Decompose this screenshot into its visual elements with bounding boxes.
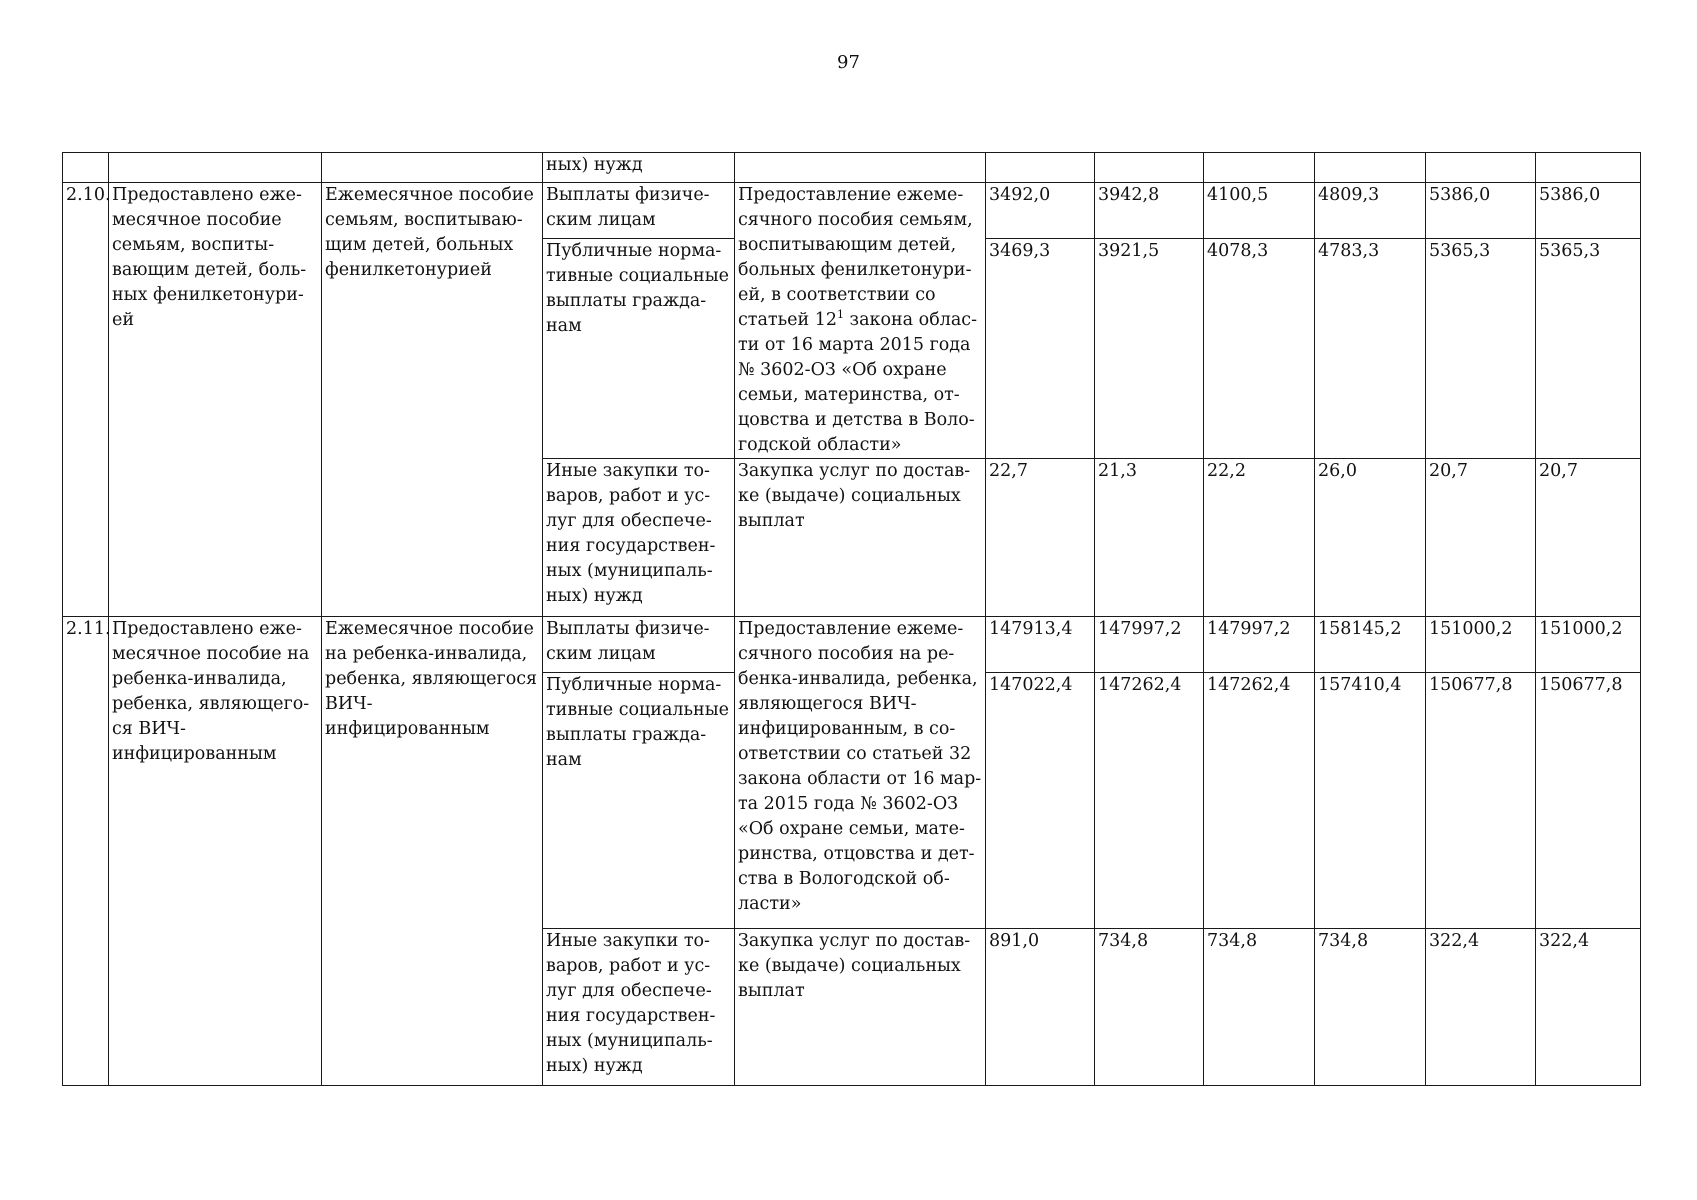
value-cell: 4100,5: [1204, 183, 1315, 239]
expense-type-cell: Публичные норма- тивные социальные выплаты гражда- нам: [543, 673, 735, 929]
value-cell: 20,7: [1536, 459, 1641, 617]
description-text: закона облас- ти от 16 марта 2015 года № 3602-ОЗ «Об охране семьи, материнства, от- цовства и детства в Воло- годской области»: [738, 310, 977, 455]
table-row: [63, 183, 1641, 239]
value-cell: 734,8: [1204, 929, 1315, 1086]
indicator-cell: Предоставлено еже- месячное пособие семьям, воспиты- вающим детей, боль- ных фенилкетонури- ей: [109, 183, 322, 617]
measure-cell: Ежемесячное пособие на ребенка-инвалида, ребенка, являющегося ВИЧ- инфицированным: [322, 617, 543, 1086]
table-cell: [1426, 153, 1536, 183]
value-cell: 5386,0: [1426, 183, 1536, 239]
value-cell: 5365,3: [1426, 239, 1536, 459]
value-cell: 5365,3: [1536, 239, 1641, 459]
value-cell: 151000,2: [1426, 617, 1536, 673]
expense-type-cell: ных) нужд: [543, 153, 735, 183]
value-cell: 891,0: [986, 929, 1095, 1086]
table-cell: [1204, 153, 1315, 183]
measure-cell: Ежемесячное пособие семьям, воспитываю- щим детей, больных фенилкетонурией: [322, 183, 543, 617]
value-cell: 158145,2: [1315, 617, 1426, 673]
value-cell: 21,3: [1095, 459, 1204, 617]
table-row: [63, 617, 1641, 673]
row-number: 2.10.: [63, 183, 109, 617]
value-cell: 734,8: [1315, 929, 1426, 1086]
value-cell: 322,4: [1536, 929, 1641, 1086]
expense-type-cell: Иные закупки то- варов, работ и ус- луг для обеспече- ния государствен- ных (муниципаль- ных) нужд: [543, 459, 735, 617]
description-cell: [735, 183, 986, 459]
description-cell: Закупка услуг по достав- ке (выдаче) социальных выплат: [735, 459, 986, 617]
value-cell: 4078,3: [1204, 239, 1315, 459]
description-text: Предоставление ежеме- сячного пособия семьям, воспитывающим детей, больных фенилкетонури- ей, в соответствии со статьей 12: [738, 185, 973, 330]
value-cell: 3492,0: [986, 183, 1095, 239]
table-cell: [735, 153, 986, 183]
value-cell: 22,2: [1204, 459, 1315, 617]
table-cell: [986, 153, 1095, 183]
value-cell: 150677,8: [1426, 673, 1536, 929]
value-cell: 22,7: [986, 459, 1095, 617]
footnote-superscript: 1: [836, 308, 844, 322]
expense-type-cell: Выплаты физиче- ским лицам: [543, 183, 735, 239]
value-cell: 4809,3: [1315, 183, 1426, 239]
value-cell: 157410,4: [1315, 673, 1426, 929]
value-cell: 147997,2: [1095, 617, 1204, 673]
page-number: 97: [837, 52, 860, 73]
value-cell: 147913,4: [986, 617, 1095, 673]
value-cell: 5386,0: [1536, 183, 1641, 239]
table-cell: [1536, 153, 1641, 183]
table-row: [63, 153, 1641, 183]
value-cell: 3469,3: [986, 239, 1095, 459]
value-cell: 20,7: [1426, 459, 1536, 617]
table-cell: [322, 153, 543, 183]
value-cell: 734,8: [1095, 929, 1204, 1086]
expense-type-cell: Иные закупки то- варов, работ и ус- луг для обеспече- ния государствен- ных (муниципаль- ных) нужд: [543, 929, 735, 1086]
value-cell: 3921,5: [1095, 239, 1204, 459]
budget-table: [62, 152, 1641, 1086]
table-cell: [1315, 153, 1426, 183]
value-cell: 4783,3: [1315, 239, 1426, 459]
table-cell: [63, 153, 109, 183]
expense-type-cell: Публичные норма- тивные социальные выплаты гражда- нам: [543, 239, 735, 459]
value-cell: 147262,4: [1204, 673, 1315, 929]
value-cell: 322,4: [1426, 929, 1536, 1086]
value-cell: 3942,8: [1095, 183, 1204, 239]
value-cell: 147262,4: [1095, 673, 1204, 929]
description-cell: Предоставление ежеме- сячного пособия на ре- бенка-инвалида, ребенка, являющегося ВИЧ- инфицированным, в со- ответствии со статьей 32 закона области от 16 мар- та 2015 года № 3602-ОЗ «Об охране семьи, мате- ринства, отцовства и дет- ства в Вологодской об- ласти»: [735, 617, 986, 929]
row-number: 2.11.: [63, 617, 109, 1086]
value-cell: 26,0: [1315, 459, 1426, 617]
value-cell: 151000,2: [1536, 617, 1641, 673]
expense-type-cell: Выплаты физиче- ским лицам: [543, 617, 735, 673]
indicator-cell: Предоставлено еже- месячное пособие на ребенка-инвалида, ребенка, являющего- ся ВИЧ- инфицированным: [109, 617, 322, 1086]
table-cell: [1095, 153, 1204, 183]
value-cell: 147997,2: [1204, 617, 1315, 673]
value-cell: 150677,8: [1536, 673, 1641, 929]
description-cell: Закупка услуг по достав- ке (выдаче) социальных выплат: [735, 929, 986, 1086]
value-cell: 147022,4: [986, 673, 1095, 929]
table-cell: [109, 153, 322, 183]
